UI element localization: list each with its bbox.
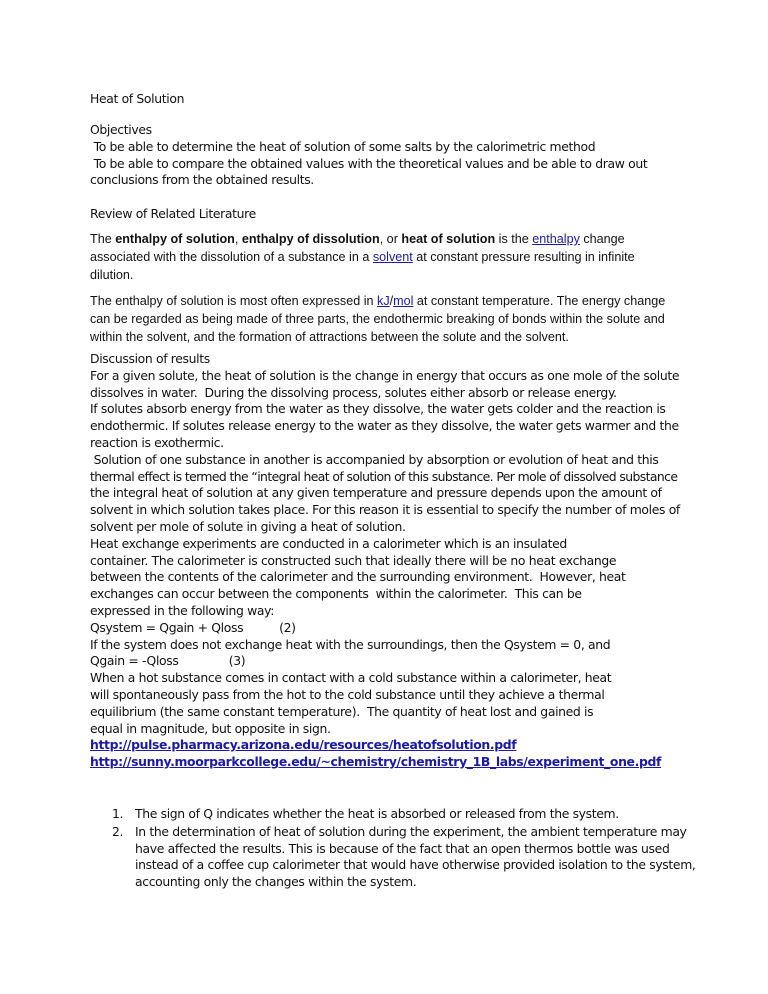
reference-link-moorpark[interactable]: http://sunny.moorparkcollege.edu/~chemistry/chemistry_1B_labs/experiment_one.pdf (90, 754, 662, 770)
discussion-line: For a given solute, the heat of solution is the change in energy that occurs as one mole of the solute (90, 367, 680, 383)
discussion-line: will spontaneously pass from the hot to the cold substance until they achieve a thermal (90, 686, 605, 702)
text-run: change (579, 232, 625, 246)
review-paragraph-1 (90, 230, 660, 284)
discussion-line: If the system does not exchange heat with the surroundings, then the Qsystem = 0, and (90, 636, 611, 652)
reference-link-line (90, 737, 690, 754)
review-p2-line-1 (90, 292, 666, 310)
text-run: The (90, 232, 116, 246)
list-item-line: The sign of Q indicates whether the heat is absorbed or released from the system. (135, 806, 619, 821)
objectives-section (90, 122, 690, 189)
reference-link-line (90, 754, 690, 771)
discussion-line: endothermic. If solutes release energy to the water as they dissolve, the water gets warmer and the (90, 418, 679, 434)
text-run: at constant temperature. The energy change (413, 294, 666, 308)
review-p1-line-2 (90, 248, 660, 266)
discussion-line: Heat exchange experiments are conducted in a calorimeter which is an insulated (90, 535, 567, 551)
list-item-line: have affected the results. This is because of the fact that an open thermos bottle was used (135, 840, 670, 856)
list-item-line: accounting only the changes within the system. (135, 874, 417, 890)
review-p1-line-1 (90, 230, 660, 248)
review-p2-line-2: can be regarded as being made of three parts, the endothermic breaking of bonds within the solute and (90, 312, 665, 326)
term-enthalpy-of-dissolution: enthalpy of dissolution (241, 232, 380, 246)
discussion-line: solvent in which solution takes place. For this reason it is essential to specify the number of moles of (90, 502, 680, 518)
list-item (90, 823, 696, 891)
equation-2: Qsystem = Qgain + Qloss (2) (90, 619, 296, 635)
objectives-line: conclusions from the obtained results. (90, 172, 314, 188)
text-run: associated with the dissolution of a substance in a (90, 250, 373, 264)
list-item-line: instead of a coffee cup calorimeter that would have otherwise provided isolation to the system, (135, 857, 696, 873)
document-title (90, 91, 690, 108)
discussion-line: reaction is exothermic. (90, 434, 224, 450)
discussion-line: equal in magnitude, but opposite in sign. (90, 720, 331, 736)
objectives-heading: Objectives (90, 122, 152, 137)
equation-3: Qgain = -Qloss (3) (90, 653, 246, 669)
discussion-line: container. The calorimeter is constructed such that ideally there will be no heat exchange (90, 552, 617, 568)
text-run: at constant pressure resulting in infinite (412, 250, 635, 264)
term-heat-of-solution: heat of solution (401, 232, 496, 246)
text-run: , (234, 232, 242, 246)
text-run: , or (379, 232, 402, 246)
enthalpy-link[interactable]: enthalpy (532, 232, 580, 246)
mol-link[interactable]: mol (393, 294, 414, 308)
discussion-section (90, 351, 690, 771)
discussion-heading: Discussion of results (90, 351, 210, 366)
discussion-line: thermal effect is termed the “integral heat of solution of this substance. Per mole of dissolved substance (90, 468, 678, 484)
solvent-link[interactable]: solvent (372, 250, 413, 264)
discussion-line: dissolves in water. During the dissolving process, solutes either absorb or release energy. (90, 384, 617, 400)
list-item (90, 806, 690, 823)
review-p1-line-3: dilution. (90, 268, 134, 282)
discussion-line: When a hot substance comes in contact with a cold substance within a calorimeter, heat (90, 670, 612, 686)
discussion-line: exchanges can occur between the components within the calorimeter. This can be (90, 586, 582, 602)
list-item-line: In the determination of heat of solution during the experiment, the ambient temperature may (135, 823, 687, 839)
discussion-line: expressed in the following way: (90, 602, 275, 618)
kj-link[interactable]: kJ (377, 294, 390, 308)
objectives-line: To be able to compare the obtained values with the theoretical values and be able to draw out (90, 155, 648, 171)
review-heading-block (90, 206, 690, 223)
review-paragraph-2 (90, 292, 666, 346)
review-heading: Review of Related Literature (90, 206, 256, 221)
results-list (90, 806, 696, 891)
review-p2-line-3: within the solvent, and the formation of attractions between the solute and the solvent. (90, 330, 569, 344)
text-run: / (389, 294, 394, 308)
discussion-line: solvent per mole of solute in giving a heat of solution. (90, 518, 406, 534)
discussion-line: Solution of one substance in another is accompanied by absorption or evolution of heat and this (90, 451, 659, 467)
discussion-line: the integral heat of solution at any given temperature and pressure depends upon the amount of (90, 485, 662, 501)
text-run: is the (495, 232, 533, 246)
discussion-line: If solutes absorb energy from the water as they dissolve, the water gets colder and the reaction is (90, 401, 666, 417)
term-enthalpy-of-solution: enthalpy of solution (115, 232, 235, 246)
title-text: Heat of Solution (90, 91, 185, 106)
objectives-line: To be able to determine the heat of solution of some salts by the calorimetric method (90, 138, 596, 154)
list-item-number: 2. (112, 823, 124, 839)
discussion-line: equilibrium (the same constant temperature). The quantity of heat lost and gained is (90, 703, 594, 719)
list-item-number: 1. (112, 806, 124, 821)
discussion-line: between the contents of the calorimeter and the surrounding environment. However, heat (90, 569, 626, 585)
reference-link-pulse[interactable]: http://pulse.pharmacy.arizona.edu/resources/heatofsolution.pdf (90, 737, 517, 753)
text-run: The enthalpy of solution is most often expressed in (90, 294, 378, 308)
